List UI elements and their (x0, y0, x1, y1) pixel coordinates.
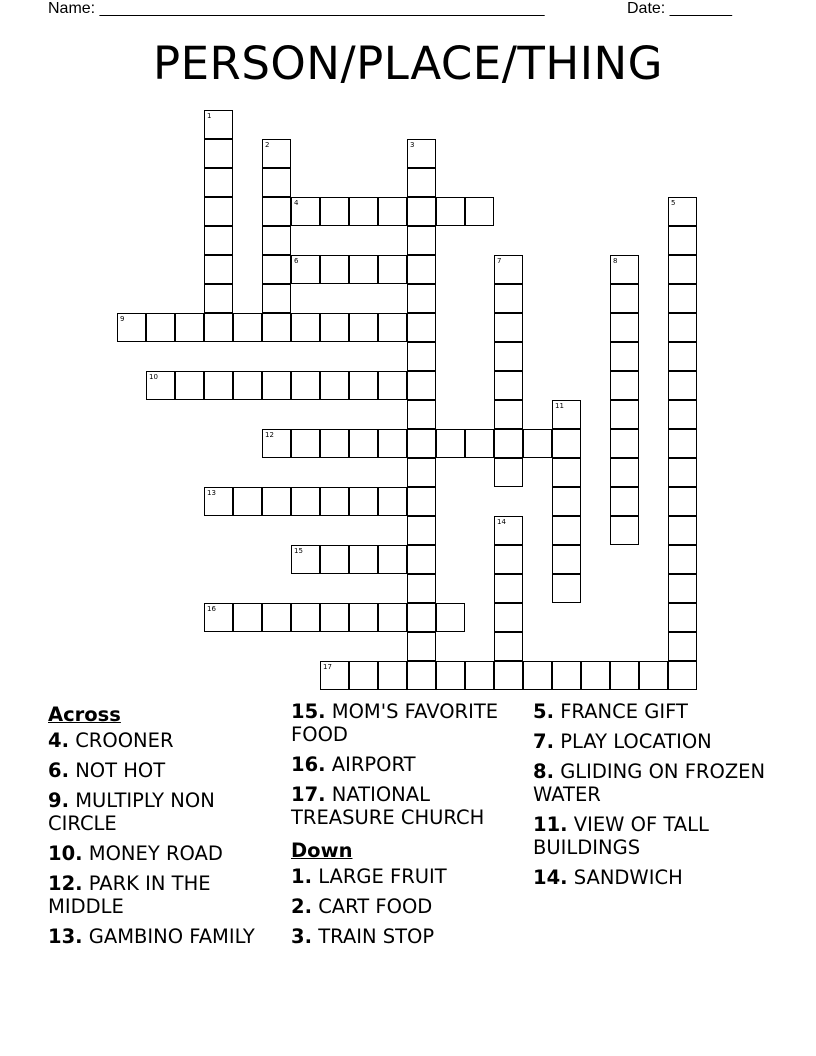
grid-cell[interactable] (378, 487, 407, 516)
grid-cell[interactable] (320, 313, 349, 342)
name-field-label: Name: __________________________________________________ (48, 0, 545, 17)
grid-cell[interactable] (610, 255, 639, 284)
grid-cell[interactable] (407, 429, 436, 458)
grid-cell[interactable] (494, 313, 523, 342)
grid-cell[interactable] (233, 487, 262, 516)
grid-cell[interactable] (233, 371, 262, 400)
grid-cell[interactable] (494, 371, 523, 400)
clue-number: 3. (291, 925, 312, 948)
grid-cell[interactable] (262, 168, 291, 197)
grid-cell[interactable] (233, 313, 262, 342)
clues-column-1 (48, 700, 288, 955)
grid-cell[interactable] (204, 371, 233, 400)
clue-number: 17. (291, 783, 326, 806)
clue-text: GAMBINO FAMILY (88, 925, 255, 948)
grid-cell[interactable] (291, 603, 320, 632)
clue-text: CART FOOD (318, 895, 433, 918)
grid-cell[interactable] (291, 255, 320, 284)
grid-cell[interactable] (610, 400, 639, 429)
cell-number: 13 (207, 489, 216, 497)
clue-number: 12. (48, 872, 83, 895)
grid-cell[interactable] (407, 516, 436, 545)
grid-cell[interactable] (668, 603, 697, 632)
grid-cell[interactable] (378, 545, 407, 574)
grid-cell[interactable] (668, 342, 697, 371)
grid-cell[interactable] (523, 429, 552, 458)
grid-cell[interactable] (668, 458, 697, 487)
grid-cell[interactable] (407, 458, 436, 487)
clue-number: 6. (48, 759, 69, 782)
grid-cell[interactable] (204, 110, 233, 139)
grid-cell[interactable] (378, 255, 407, 284)
grid-cell[interactable] (320, 661, 349, 690)
grid-cell[interactable] (262, 371, 291, 400)
clue-text: PARK IN THE MIDDLE (48, 872, 211, 918)
grid-cell[interactable] (233, 603, 262, 632)
cell-number: 16 (207, 605, 216, 613)
date-field-label: Date: _______ (627, 0, 732, 17)
clue-text: MOM'S FAVORITE FOOD (291, 700, 499, 746)
grid-cell[interactable] (436, 429, 465, 458)
grid-cell[interactable] (407, 139, 436, 168)
grid-cell[interactable] (407, 168, 436, 197)
grid-cell[interactable] (610, 371, 639, 400)
grid-cell[interactable] (610, 284, 639, 313)
grid-cell[interactable] (320, 429, 349, 458)
clue-across-6 (48, 759, 288, 782)
grid-cell[interactable] (668, 226, 697, 255)
clue-across-10 (48, 842, 288, 865)
grid-cell[interactable] (349, 487, 378, 516)
cell-number: 15 (294, 547, 303, 555)
clues-column-2 (291, 700, 531, 955)
grid-cell[interactable] (175, 371, 204, 400)
grid-cell[interactable] (204, 226, 233, 255)
clue-across-4 (48, 729, 288, 752)
grid-cell[interactable] (146, 371, 175, 400)
clue-down-14 (533, 866, 773, 889)
grid-cell[interactable] (407, 487, 436, 516)
clue-number: 13. (48, 925, 83, 948)
clue-down-11 (533, 813, 773, 859)
grid-cell[interactable] (349, 603, 378, 632)
grid-cell[interactable] (668, 545, 697, 574)
grid-cell[interactable] (204, 139, 233, 168)
clue-text: NOT HOT (75, 759, 166, 782)
grid-cell[interactable] (407, 226, 436, 255)
grid-cell[interactable] (610, 516, 639, 545)
grid-cell[interactable] (320, 197, 349, 226)
clue-number: 2. (291, 895, 312, 918)
grid-cell[interactable] (262, 487, 291, 516)
grid-cell[interactable] (291, 197, 320, 226)
clue-down-3 (291, 925, 531, 948)
grid-cell[interactable] (146, 313, 175, 342)
grid-cell[interactable] (407, 284, 436, 313)
grid-cell[interactable] (407, 197, 436, 226)
grid-cell[interactable] (320, 371, 349, 400)
grid-cell[interactable] (262, 226, 291, 255)
grid-cell[interactable] (204, 603, 233, 632)
puzzle-title: PERSON/PLACE/THING (152, 37, 664, 90)
grid-cell[interactable] (407, 255, 436, 284)
clue-text: GLIDING ON FROZEN WATER (533, 760, 766, 806)
grid-cell[interactable] (610, 313, 639, 342)
clue-text: FRANCE GIFT (560, 700, 688, 723)
cell-number: 10 (149, 373, 158, 381)
grid-cell[interactable] (436, 661, 465, 690)
grid-cell[interactable] (204, 255, 233, 284)
clue-text: CROONER (75, 729, 174, 752)
grid-cell[interactable] (291, 545, 320, 574)
grid-cell[interactable] (262, 139, 291, 168)
grid-cell[interactable] (378, 371, 407, 400)
clue-down-8 (533, 760, 773, 806)
cell-number: 4 (294, 199, 299, 207)
cell-number: 3 (410, 141, 415, 149)
grid-cell[interactable] (407, 574, 436, 603)
clue-text: MONEY ROAD (88, 842, 223, 865)
clue-down-7 (533, 730, 773, 753)
clue-number: 14. (533, 866, 568, 889)
grid-cell[interactable] (552, 400, 581, 429)
clue-number: 16. (291, 753, 326, 776)
grid-cell[interactable] (349, 429, 378, 458)
clue-text: NATIONAL TREASURE CHURCH (291, 783, 485, 829)
grid-cell[interactable] (610, 342, 639, 371)
grid-cell[interactable] (262, 603, 291, 632)
grid-cell[interactable] (117, 313, 146, 342)
grid-cell[interactable] (494, 603, 523, 632)
clue-across-15 (291, 700, 531, 746)
clue-number: 1. (291, 865, 312, 888)
grid-cell[interactable] (668, 313, 697, 342)
clue-text: TRAIN STOP (318, 925, 435, 948)
grid-cell[interactable] (378, 603, 407, 632)
grid-cell[interactable] (639, 661, 668, 690)
down-heading: Down (291, 839, 353, 862)
grid-cell[interactable] (610, 487, 639, 516)
grid-cell[interactable] (436, 603, 465, 632)
grid-cell[interactable] (320, 487, 349, 516)
grid-cell[interactable] (552, 429, 581, 458)
grid-cell[interactable] (494, 632, 523, 661)
grid-cell[interactable] (552, 487, 581, 516)
grid-cell[interactable] (291, 371, 320, 400)
clue-number: 7. (533, 730, 554, 753)
grid-cell[interactable] (349, 545, 378, 574)
grid-cell[interactable] (407, 603, 436, 632)
grid-cell[interactable] (668, 516, 697, 545)
grid-cell[interactable] (407, 661, 436, 690)
grid-cell[interactable] (407, 342, 436, 371)
grid-cell[interactable] (610, 429, 639, 458)
grid-cell[interactable] (349, 371, 378, 400)
grid-cell[interactable] (494, 661, 523, 690)
clue-across-9 (48, 789, 288, 835)
grid-cell[interactable] (552, 458, 581, 487)
grid-cell[interactable] (320, 545, 349, 574)
grid-cell[interactable] (320, 255, 349, 284)
grid-cell[interactable] (378, 661, 407, 690)
grid-cell[interactable] (262, 197, 291, 226)
grid-cell[interactable] (494, 516, 523, 545)
grid-cell[interactable] (407, 313, 436, 342)
clue-across-12 (48, 872, 288, 918)
grid-cell[interactable] (668, 400, 697, 429)
grid-cell[interactable] (175, 313, 204, 342)
grid-cell[interactable] (610, 458, 639, 487)
grid-cell[interactable] (552, 516, 581, 545)
clue-across-16 (291, 753, 531, 776)
clue-text: MULTIPLY NON CIRCLE (48, 789, 215, 835)
grid-cell[interactable] (668, 661, 697, 690)
grid-cell[interactable] (465, 429, 494, 458)
grid-cell[interactable] (668, 632, 697, 661)
grid-cell[interactable] (494, 458, 523, 487)
cell-number: 9 (120, 315, 125, 323)
grid-cell[interactable] (494, 574, 523, 603)
clue-number: 11. (533, 813, 568, 836)
grid-cell[interactable] (349, 197, 378, 226)
grid-cell[interactable] (668, 371, 697, 400)
clue-number: 8. (533, 760, 554, 783)
clue-down-5 (533, 700, 773, 723)
clue-across-13 (48, 925, 288, 948)
grid-cell[interactable] (552, 545, 581, 574)
across-heading: Across (48, 703, 121, 726)
grid-cell[interactable] (668, 487, 697, 516)
grid-cell[interactable] (494, 400, 523, 429)
clue-text: AIRPORT (331, 753, 416, 776)
clue-number: 5. (533, 700, 554, 723)
grid-cell[interactable] (291, 487, 320, 516)
clue-text: LARGE FRUIT (318, 865, 447, 888)
grid-cell[interactable] (610, 661, 639, 690)
grid-cell[interactable] (262, 429, 291, 458)
grid-cell[interactable] (262, 284, 291, 313)
grid-cell[interactable] (668, 429, 697, 458)
cell-number: 6 (294, 257, 299, 265)
clue-down-2 (291, 895, 531, 918)
grid-cell[interactable] (436, 197, 465, 226)
grid-cell[interactable] (494, 429, 523, 458)
grid-cell[interactable] (668, 255, 697, 284)
clue-across-17 (291, 783, 531, 829)
grid-cell[interactable] (262, 313, 291, 342)
grid-cell[interactable] (465, 661, 494, 690)
clue-down-1 (291, 865, 531, 888)
clue-text: VIEW OF TALL BUILDINGS (533, 813, 709, 859)
grid-cell[interactable] (204, 168, 233, 197)
clue-number: 15. (291, 700, 326, 723)
grid-cell[interactable] (465, 197, 494, 226)
cell-number: 7 (497, 257, 502, 265)
grid-cell[interactable] (378, 429, 407, 458)
cell-number: 5 (671, 199, 676, 207)
grid-cell[interactable] (552, 661, 581, 690)
grid-cell[interactable] (378, 197, 407, 226)
clue-number: 10. (48, 842, 83, 865)
grid-cell[interactable] (204, 487, 233, 516)
grid-cell[interactable] (349, 313, 378, 342)
grid-cell[interactable] (204, 197, 233, 226)
cell-number: 14 (497, 518, 506, 526)
grid-cell[interactable] (204, 313, 233, 342)
grid-cell[interactable] (407, 400, 436, 429)
clue-number: 9. (48, 789, 69, 812)
grid-cell[interactable] (494, 284, 523, 313)
grid-cell[interactable] (407, 371, 436, 400)
clue-text: SANDWICH (573, 866, 683, 889)
grid-cell[interactable] (581, 661, 610, 690)
clue-number: 4. (48, 729, 69, 752)
clue-text: PLAY LOCATION (560, 730, 712, 753)
cell-number: 12 (265, 431, 274, 439)
grid-cell[interactable] (407, 545, 436, 574)
grid-cell[interactable] (320, 603, 349, 632)
grid-cell[interactable] (407, 632, 436, 661)
grid-cell[interactable] (349, 255, 378, 284)
grid-cell[interactable] (552, 574, 581, 603)
grid-cell[interactable] (494, 255, 523, 284)
cell-number: 8 (613, 257, 618, 265)
cell-number: 2 (265, 141, 270, 149)
grid-cell[interactable] (523, 661, 552, 690)
cell-number: 11 (555, 402, 564, 410)
grid-cell[interactable] (262, 255, 291, 284)
grid-cell[interactable] (494, 342, 523, 371)
grid-cell[interactable] (204, 284, 233, 313)
grid-cell[interactable] (291, 429, 320, 458)
grid-cell[interactable] (668, 197, 697, 226)
grid-cell[interactable] (494, 545, 523, 574)
grid-cell[interactable] (349, 661, 378, 690)
cell-number: 17 (323, 663, 332, 671)
grid-cell[interactable] (668, 574, 697, 603)
clues-column-3 (533, 700, 773, 896)
grid-cell[interactable] (668, 284, 697, 313)
grid-cell[interactable] (291, 313, 320, 342)
grid-cell[interactable] (378, 313, 407, 342)
cell-number: 1 (207, 112, 212, 120)
